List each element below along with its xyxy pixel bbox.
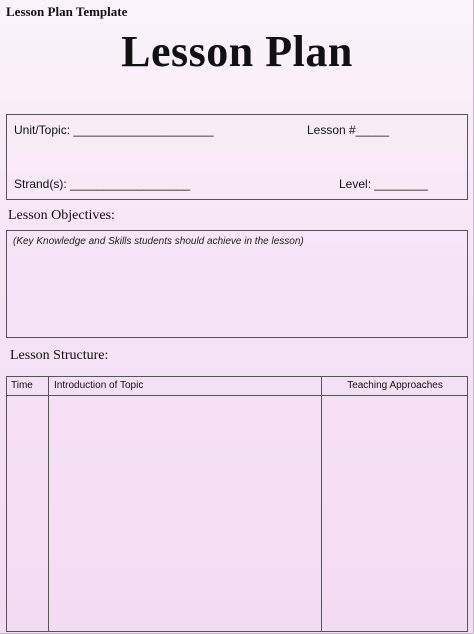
- lesson-info-box: [6, 114, 468, 200]
- strands-field: Strand(s): __________________: [14, 177, 191, 191]
- objectives-hint: (Key Knowledge and Skills students should achieve in the lesson): [13, 236, 304, 247]
- unit-topic-field: Unit/Topic: _____________________: [14, 123, 214, 137]
- column-divider: [48, 377, 49, 631]
- lesson-structure-table: [6, 376, 468, 632]
- header-divider: [7, 395, 467, 396]
- column-header-time: Time: [11, 380, 33, 391]
- template-label: Lesson Plan Template: [6, 4, 128, 19]
- structure-heading: Lesson Structure:: [10, 348, 109, 363]
- column-divider: [321, 377, 322, 631]
- objectives-box: [6, 230, 468, 338]
- column-header-introduction: Introduction of Topic: [54, 380, 144, 391]
- page-title: Lesson Plan: [121, 27, 353, 76]
- column-header-teaching-approaches: Teaching Approaches: [347, 380, 443, 391]
- level-field: Level: ________: [339, 177, 428, 191]
- lesson-number-field: Lesson #_____: [307, 123, 390, 137]
- objectives-heading: Lesson Objectives:: [8, 208, 115, 223]
